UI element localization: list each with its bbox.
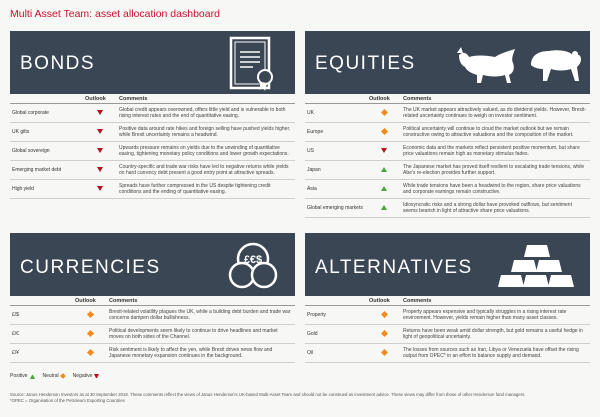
currencies-comment: Political developments seem likely to continue to drive headlines and market moves on both sides of the Channel. — [107, 325, 295, 344]
bonds-table — [10, 94, 295, 199]
alternatives-comment: Property appears expensive and typically struggles in a rising interest rate environment. However, yields remain higher than many asset classes. — [401, 306, 590, 325]
equities-outlook-cell — [367, 104, 401, 123]
currencies-comment: Risk sentiment is likely to affect the yen, while Brexit drives news flow and Japanese monetary expansion continues in the background. — [107, 344, 295, 363]
equities-asset-name: Europe — [305, 123, 367, 142]
positive-triangle-icon — [381, 167, 387, 172]
page-title: Multi Asset Team: asset allocation dashboard — [10, 8, 220, 20]
equities-outlook-cell — [367, 180, 401, 199]
bonds-header-comments: Comments — [117, 94, 295, 104]
footnote-source: Source: Janus Henderson Investors as at 30 September 2018. These comments reflect the views of Janus Henderson's UK-based Multi-Asset Team and should not be construed as investment advice. These views may differ from those of other Henderson fund managers. — [10, 392, 526, 397]
currencies-header-outlook: Outlook — [73, 296, 107, 306]
equities-table — [305, 94, 590, 218]
negative-triangle-icon — [97, 167, 103, 172]
equities-asset-name: US — [305, 142, 367, 161]
positive-triangle-icon — [381, 186, 387, 191]
bonds-outlook-cell — [83, 142, 117, 161]
currencies-title: CURRENCIES — [20, 257, 161, 278]
positive-triangle-icon — [30, 374, 35, 379]
alternatives-outlook-cell — [367, 344, 401, 363]
equities-title: EQUITIES — [315, 53, 416, 74]
gold-bars-icon — [497, 241, 577, 293]
negative-triangle-icon — [97, 148, 103, 153]
equities-header-asset — [305, 94, 367, 104]
equities-asset-name: Asia — [305, 180, 367, 199]
currencies-asset-name: £/€ — [10, 325, 73, 344]
equities-banner — [305, 31, 590, 94]
equities-comment: While trade tensions have been a headwind to the region, share price valuations and corporate earnings remain constructive. — [401, 180, 590, 199]
table-row — [305, 123, 590, 142]
bonds-outlook-cell — [83, 123, 117, 142]
table-row — [10, 142, 295, 161]
bonds-comment: Upwards pressure remains on yields due to the unwinding of quantitative easing, tightening monetary policy conditions and lower growth expectations. — [117, 142, 295, 161]
alternatives-banner — [305, 233, 590, 296]
currencies-header-comments: Comments — [107, 296, 295, 306]
bonds-title: BONDS — [20, 53, 96, 74]
equities-comment: Idiosyncratic risks and a strong dollar have provoked outflows, but sentiment seems bearish in light of attractive share price valuations. — [401, 199, 590, 218]
bonds-asset-name: High yield — [10, 180, 83, 199]
equities-asset-name: Global emerging markets — [305, 199, 367, 218]
bonds-outlook-cell — [83, 104, 117, 123]
table-row — [305, 344, 590, 363]
currencies-outlook-cell — [73, 306, 107, 325]
neutral-diamond-icon — [380, 310, 387, 317]
equities-comment: Economic data and the markets reflect persistent positive momentum, but share price valuations remain high as monetary stimulus fades. — [401, 142, 590, 161]
equities-comment: Political uncertainty will continue to cloud the market outlook but we remain constructive owing to attractive valuations and the composition of the market. — [401, 123, 590, 142]
table-row — [10, 306, 295, 325]
currencies-header-asset — [10, 296, 73, 306]
alternatives-comment: The losses from sources such as Iran, Libya or Venezuela have offset the rising output from OPEC* in an effort to balance supply and demand. — [401, 344, 590, 363]
currencies-banner — [10, 233, 295, 296]
currencies-comment: Brexit-related volatility plagues the UK, while a building debt burden and trade war concerns dampen dollar bullishness. — [107, 306, 295, 325]
table-row — [305, 199, 590, 218]
alternatives-asset-name: Property — [305, 306, 367, 325]
table-row — [10, 344, 295, 363]
bonds-comment: Global credit appears overowned, offers little yield and is vulnerable to both rising interest rates and the end of quantitative easing. — [117, 104, 295, 123]
equities-outlook-cell — [367, 161, 401, 180]
table-row — [305, 142, 590, 161]
table-row — [305, 180, 590, 199]
negative-triangle-icon — [381, 148, 387, 153]
alternatives-outlook-cell — [367, 325, 401, 344]
neutral-diamond-icon — [380, 127, 387, 134]
table-row — [10, 104, 295, 123]
footnote-opec: *OPEC = Organisation of the Petroleum Exporting Countries — [10, 397, 125, 403]
bonds-asset-name: Global corporate — [10, 104, 83, 123]
alternatives-table — [305, 296, 590, 363]
bonds-outlook-cell — [83, 161, 117, 180]
negative-triangle-icon — [97, 110, 103, 115]
alternatives-asset-name: Gold — [305, 325, 367, 344]
bonds-asset-name: Global sovereign — [10, 142, 83, 161]
bear-icon — [525, 45, 583, 85]
table-row — [305, 306, 590, 325]
legend-positive-label: Positive — [10, 373, 28, 379]
equities-panel — [305, 31, 590, 218]
equities-header-comments: Comments — [401, 94, 590, 104]
alternatives-title: ALTERNATIVES — [315, 257, 473, 278]
negative-triangle-icon — [97, 129, 103, 134]
legend-negative-label: Negative — [72, 373, 93, 379]
neutral-diamond-icon — [60, 373, 66, 379]
neutral-diamond-icon — [380, 108, 387, 115]
alternatives-asset-name: Oil — [305, 344, 367, 363]
alternatives-header-asset — [305, 296, 367, 306]
equities-comment: The UK market appears attractively valued, as do dividend yields. However, Brexit-related uncertainty continues to weigh on investor sentiment. — [401, 104, 590, 123]
legend-neutral — [43, 373, 65, 379]
negative-triangle-icon — [94, 374, 99, 379]
positive-triangle-icon — [381, 205, 387, 210]
bonds-asset-name: UK gilts — [10, 123, 83, 142]
alternatives-panel — [305, 233, 590, 363]
bonds-asset-name: Emerging market debt — [10, 161, 83, 180]
table-row — [305, 325, 590, 344]
table-row — [10, 123, 295, 142]
equities-comment: The Japanese market has proved itself resilient to escalating trade tensions, while Abe's re-election provides further support. — [401, 161, 590, 180]
equities-outlook-cell — [367, 142, 401, 161]
table-row — [305, 161, 590, 180]
currencies-asset-name: £/$ — [10, 306, 73, 325]
equities-outlook-cell — [367, 199, 401, 218]
equities-outlook-cell — [367, 123, 401, 142]
neutral-diamond-icon — [86, 310, 93, 317]
currencies-asset-name: £/¥ — [10, 344, 73, 363]
certificate-icon — [227, 35, 279, 91]
bonds-header-asset — [10, 94, 83, 104]
equities-asset-name: UK — [305, 104, 367, 123]
alternatives-comment: Returns have been weak amid dollar strength, but gold remains a useful hedge in light of geopolitical uncertainty. — [401, 325, 590, 344]
alternatives-outlook-cell — [367, 306, 401, 325]
neutral-diamond-icon — [86, 329, 93, 336]
coins-icon — [225, 237, 281, 293]
alternatives-header-outlook: Outlook — [367, 296, 401, 306]
bull-icon — [455, 45, 521, 85]
table-row — [10, 161, 295, 180]
table-row — [10, 180, 295, 199]
bonds-comment: Spreads have further compressed in the US despite tightening credit conditions and the ending of quantitative easing. — [117, 180, 295, 199]
legend-positive — [10, 373, 35, 379]
legend-neutral-label: Neutral — [42, 373, 59, 379]
currencies-outlook-cell — [73, 325, 107, 344]
equities-header-outlook: Outlook — [367, 94, 401, 104]
currencies-panel — [10, 233, 295, 363]
footnote — [10, 392, 590, 403]
legend-negative — [73, 373, 100, 379]
bonds-comment: Country-specific and trade war risks have led to negative returns while yields on hard currency debt present a good entry point at attractive spreads. — [117, 161, 295, 180]
neutral-diamond-icon — [380, 348, 387, 355]
bonds-outlook-cell — [83, 180, 117, 199]
table-row — [10, 325, 295, 344]
alternatives-header-comments: Comments — [401, 296, 590, 306]
neutral-diamond-icon — [380, 329, 387, 336]
equities-asset-name: Japan — [305, 161, 367, 180]
legend — [10, 373, 99, 379]
bonds-header-outlook: Outlook — [83, 94, 117, 104]
neutral-diamond-icon — [86, 348, 93, 355]
bonds-banner — [10, 31, 295, 94]
currencies-outlook-cell — [73, 344, 107, 363]
table-row — [305, 104, 590, 123]
coin-symbols: £€$ — [243, 254, 263, 266]
negative-triangle-icon — [97, 186, 103, 191]
bonds-comment: Positive data around rate hikes and foreign selling have pushed yields higher, while Brexit uncertainty remains a headwind. — [117, 123, 295, 142]
bonds-panel — [10, 31, 295, 199]
currencies-table — [10, 296, 295, 363]
